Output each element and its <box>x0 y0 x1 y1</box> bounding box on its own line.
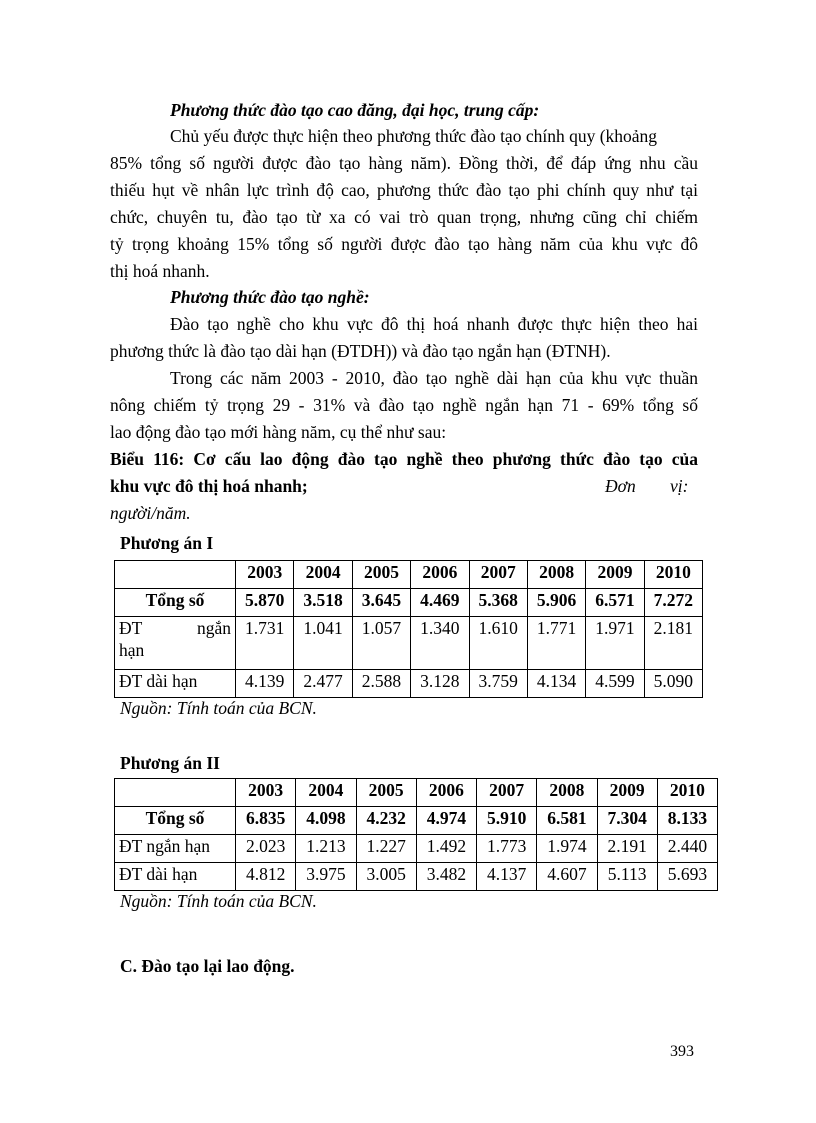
option2-year: 2007 <box>477 779 537 807</box>
option1-cell: 6.571 <box>586 589 644 617</box>
unit-label-word2: vị: <box>670 476 689 496</box>
heading-vocational: Phương thức đào tạo nghề: <box>170 287 370 307</box>
option2-cell: 1.974 <box>537 835 597 863</box>
option2-header-row <box>115 779 718 807</box>
option2-row-total <box>115 807 718 835</box>
option1-year: 2010 <box>644 561 702 589</box>
option1-row-label: ĐT dài hạn <box>115 670 236 698</box>
paragraph1-line2: 85% tổng số người được đào tạo hàng năm). Đồng thời, để đáp ứng nhu cầu <box>110 153 698 173</box>
option2-cell: 4.812 <box>236 863 296 891</box>
option1-cell: 5.870 <box>236 589 294 617</box>
option1-cell: 7.272 <box>644 589 702 617</box>
option2-cell: 1.213 <box>296 835 356 863</box>
unit-label-line2: người/năm. <box>110 503 191 523</box>
option1-cell: 4.134 <box>527 670 585 698</box>
figure-caption-line2 <box>110 475 698 497</box>
option1-cell: 5.906 <box>527 589 585 617</box>
paragraph3-line3: lao động đào tạo mới hàng năm, cụ thể như sau: <box>110 422 447 442</box>
option2-year: 2009 <box>597 779 657 807</box>
option1-cell: 3.759 <box>469 670 527 698</box>
option2-row-label: ĐT ngắn hạn <box>115 835 236 863</box>
option1-cell: 4.599 <box>586 670 644 698</box>
option1-cell: 4.139 <box>236 670 294 698</box>
figure-caption-region: khu vực đô thị hoá nhanh; <box>110 476 308 496</box>
option2-cell: 2.023 <box>236 835 296 863</box>
option1-table <box>114 560 703 698</box>
option2-cell: 4.098 <box>296 807 356 835</box>
option2-year: 2008 <box>537 779 597 807</box>
option2-cell: 8.133 <box>657 807 717 835</box>
option2-cell: 4.232 <box>356 807 416 835</box>
option2-source: Nguồn: Tính toán của BCN. <box>120 891 317 911</box>
option1-cell: 1.971 <box>586 617 644 670</box>
page-number: 393 <box>670 1043 694 1060</box>
paragraph2-line2: phương thức là đào tạo dài hạn (ĐTDH)) và đào tạo ngắn hạn (ĐTNH). <box>110 341 611 361</box>
option1-cell: 3.518 <box>294 589 352 617</box>
option2-cell: 3.975 <box>296 863 356 891</box>
option1-cell: 1.041 <box>294 617 352 670</box>
option1-cell: 5.090 <box>644 670 702 698</box>
option1-cell: 2.181 <box>644 617 702 670</box>
option1-cell: 1.771 <box>527 617 585 670</box>
paragraph1-line3: thiếu hụt về nhân lực trình độ cao, phương thức đào tạo phi chính quy như tại <box>110 180 698 200</box>
paragraph1-line5: tỷ trọng khoảng 15% tổng số người được đào tạo hàng năm của khu vực đô <box>110 234 698 254</box>
option1-cell: 2.477 <box>294 670 352 698</box>
option2-year: 2005 <box>356 779 416 807</box>
option1-cell: 3.645 <box>352 589 410 617</box>
option1-year: 2007 <box>469 561 527 589</box>
option1-header-empty <box>115 561 236 589</box>
option2-cell: 6.835 <box>236 807 296 835</box>
option1-cell: 1.731 <box>236 617 294 670</box>
option2-cell: 5.113 <box>597 863 657 891</box>
option1-cell: 5.368 <box>469 589 527 617</box>
option1-cell: 3.128 <box>411 670 469 698</box>
option1-year: 2004 <box>294 561 352 589</box>
option1-header-row <box>115 561 703 589</box>
option1-cell: 2.588 <box>352 670 410 698</box>
option1-cell: 1.057 <box>352 617 410 670</box>
section-c-heading: C. Đào tạo lại lao động. <box>120 956 295 976</box>
option1-row-label: ĐT ngắn hạn <box>115 617 236 670</box>
option2-cell: 4.974 <box>416 807 476 835</box>
option1-year: 2006 <box>411 561 469 589</box>
option1-year: 2008 <box>527 561 585 589</box>
option2-cell: 3.005 <box>356 863 416 891</box>
option2-cell: 4.607 <box>537 863 597 891</box>
option2-cell: 2.440 <box>657 835 717 863</box>
option1-year: 2009 <box>586 561 644 589</box>
option1-row-long-term <box>115 670 703 698</box>
option2-cell: 6.581 <box>537 807 597 835</box>
option1-title: Phương án I <box>120 533 214 553</box>
option2-cell: 5.693 <box>657 863 717 891</box>
option2-year: 2006 <box>416 779 476 807</box>
option2-row-label: ĐT dài hạn <box>115 863 236 891</box>
option2-row-label: Tổng số <box>115 807 236 835</box>
figure-caption-line1: Biểu 116: Cơ cấu lao động đào tạo nghề theo phương thức đào tạo của <box>110 449 698 469</box>
option2-cell: 1.773 <box>477 835 537 863</box>
option2-header-empty <box>115 779 236 807</box>
option1-year: 2003 <box>236 561 294 589</box>
option1-row-total <box>115 589 703 617</box>
unit-label-word1: Đơn <box>605 476 636 496</box>
option2-cell: 3.482 <box>416 863 476 891</box>
option2-cell: 1.227 <box>356 835 416 863</box>
option2-year: 2003 <box>236 779 296 807</box>
option1-row-label: Tổng số <box>115 589 236 617</box>
paragraph1-line4: chức, chuyên tu, đào tạo từ xa có vai trò quan trọng, nhưng cũng chỉ chiếm <box>110 207 698 227</box>
paragraph2-line1: Đào tạo nghề cho khu vực đô thị hoá nhanh được thực hiện theo hai <box>170 314 698 334</box>
option1-cell: 1.610 <box>469 617 527 670</box>
option2-cell: 2.191 <box>597 835 657 863</box>
option2-cell: 5.910 <box>477 807 537 835</box>
option2-cell: 1.492 <box>416 835 476 863</box>
heading-higher-education: Phương thức đào tạo cao đăng, đại học, trung cấp: <box>170 100 540 120</box>
option2-row-short-term <box>115 835 718 863</box>
paragraph1-line1: Chủ yếu được thực hiện theo phương thức đào tạo chính quy (khoảng <box>170 126 658 146</box>
option1-year: 2005 <box>352 561 410 589</box>
option2-cell: 4.137 <box>477 863 537 891</box>
option2-cell: 7.304 <box>597 807 657 835</box>
option1-row-short-term <box>115 617 703 670</box>
option1-cell: 1.340 <box>411 617 469 670</box>
option1-cell: 4.469 <box>411 589 469 617</box>
option2-year: 2010 <box>657 779 717 807</box>
option2-table <box>114 778 718 891</box>
option2-year: 2004 <box>296 779 356 807</box>
paragraph1-line6: thị hoá nhanh. <box>110 261 210 281</box>
option2-row-long-term <box>115 863 718 891</box>
paragraph3-line1: Trong các năm 2003 - 2010, đào tạo nghề dài hạn của khu vực thuần <box>170 368 698 388</box>
option2-title: Phương án II <box>120 753 220 773</box>
paragraph3-line2: nông chiếm tỷ trọng 29 - 31% và đào tạo nghề ngắn hạn 71 - 69% tổng số <box>110 395 698 415</box>
option1-source: Nguồn: Tính toán của BCN. <box>120 698 317 718</box>
